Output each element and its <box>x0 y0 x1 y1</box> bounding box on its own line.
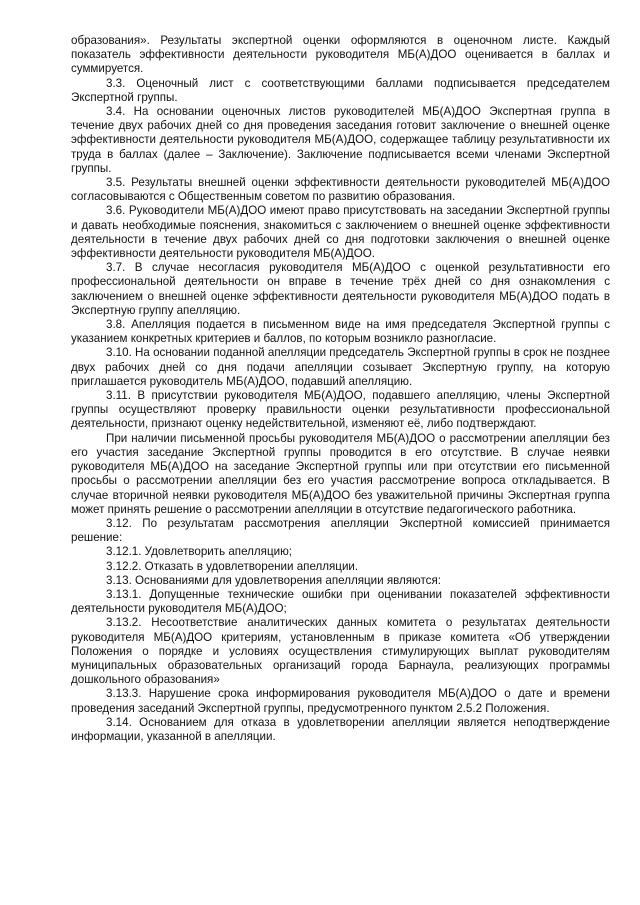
paragraph-3-13: 3.13. Основаниями для удовлетворения апелляции являются: <box>106 573 441 587</box>
paragraph-3-5: 3.5. Результаты внешней оценки эффективности деятельности руководителей МБ(А)ДОО согласовываются с Общественным советом по развитию образования. <box>71 176 610 204</box>
paragraph-3-7: 3.7. В случае несогласия руководителя МБ(А)ДОО с оценкой результативности его профессиональной деятельности он вправе в течение трёх дней со дня ознакомления с заключением о внешней оценке эффективности деятельности руководителя МБ(А)ДОО подать в Экспертную группу апелляцию. <box>71 261 610 317</box>
paragraph-3-12-2: 3.12.2. Отказать в удовлетворении апелляции. <box>106 559 359 573</box>
paragraph-3-13-2: 3.13.2. Несоответствие аналитических данных комитета о результатах деятельности руководителя МБ(А)ДОО критериям, установленным в приказе комитета «Об утверждении Положения о порядке и условиях осуществления стимулирующих выплат руководителям муниципальных образовательных организаций города Барнаула, реализующих программы дошкольного образования» <box>71 616 610 687</box>
paragraph-3-12: 3.12. По результатам рассмотрения апелляции Экспертной комиссией принимается решение: <box>71 516 610 545</box>
paragraph-3-13-1: 3.13.1. Допущенные технические ошибки при оценивании показателей эффективности деятельности руководителя МБ(А)ДОО; <box>71 587 610 616</box>
paragraph-3-10: 3.10. На основании поданной апелляции председатель Экспертной группы в срок не позднее двух рабочих дней со дня подачи апелляции созывает Экспертную группу, на которую приглашается руководитель МБ(А)ДОО, подавший апелляцию. <box>71 346 610 388</box>
paragraph-3-4: 3.4. На основании оценочных листов руководителей МБ(А)ДОО Экспертная группа в течение двух рабочих дней со дня проведения заседания готовит заключение о внешней оценке эффективности деятельности руководителя МБ(А)ДОО, содержащее таблицу результативности их труда в баллах (далее – Заключение). Заключение подписывается всеми членами Экспертной группы. <box>71 105 610 175</box>
paragraph-3-13-3: 3.13.3. Нарушение срока информирования руководителя МБ(А)ДОО о дате и времени проведения заседаний Экспертной группы, предусмотренного пунктом 2.5.2 Положения. <box>71 687 610 715</box>
paragraph-3-11: 3.11. В присутствии руководителя МБ(А)ДОО, подавшего апелляцию, члены Экспертной группы осуществляют проверку правильности оценки результативности профессиональной деятельности, признают оценку недействительной, изменяют её, либо подтверждают. <box>71 389 610 431</box>
paragraph-3-14: 3.14. Основанием для отказа в удовлетворении апелляции является неподтверждение информации, указанной в апелляции. <box>71 715 610 743</box>
paragraph-written-request: При наличии письменной просьбы руководителя МБ(А)ДОО о рассмотрении апелляции без его участия заседание Экспертной группы проводится в его отсутствие. В случае неявки руководителя МБ(А)ДОО на заседание Экспертной группы или при отсутствии его письменной просьбы о рассмотрении апелляции без его участия рассмотрение вопроса откладывается. В случае вторичной неявки руководителя МБ(А)ДОО без уважительной причины Экспертная группа может принять решение о рассмотрении апелляции в отсутствие педагогического работника. <box>71 431 610 516</box>
paragraph-3-12-1: 3.12.1. Удовлетворить апелляцию; <box>106 545 292 559</box>
paragraph-continuation: образования». Результаты экспертной оценки оформляются в оценочном листе. Каждый показатель эффективности деятельности руководителя МБ(А)ДОО оценивается в баллах и суммируется. <box>71 34 610 76</box>
paragraph-3-6: 3.6. Руководители МБ(А)ДОО имеют право присутствовать на заседании Экспертной группы и давать необходимые пояснения, знакомиться с заключением о внешней оценке эффективности деятельности в течение двух рабочих дней со дня подготовки заключения о внешней оценке эффективности деятельности руководителя МБ(А)ДОО. <box>71 204 610 261</box>
paragraph-3-3: 3.3. Оценочный лист с соответствующими баллами подписывается председателем Экспертной группы. <box>71 76 610 104</box>
paragraph-3-8: 3.8. Апелляция подается в письменном виде на имя председателя Экспертной группы с указанием конкретных критериев и баллов, по которым возникло разногласие. <box>71 318 610 346</box>
